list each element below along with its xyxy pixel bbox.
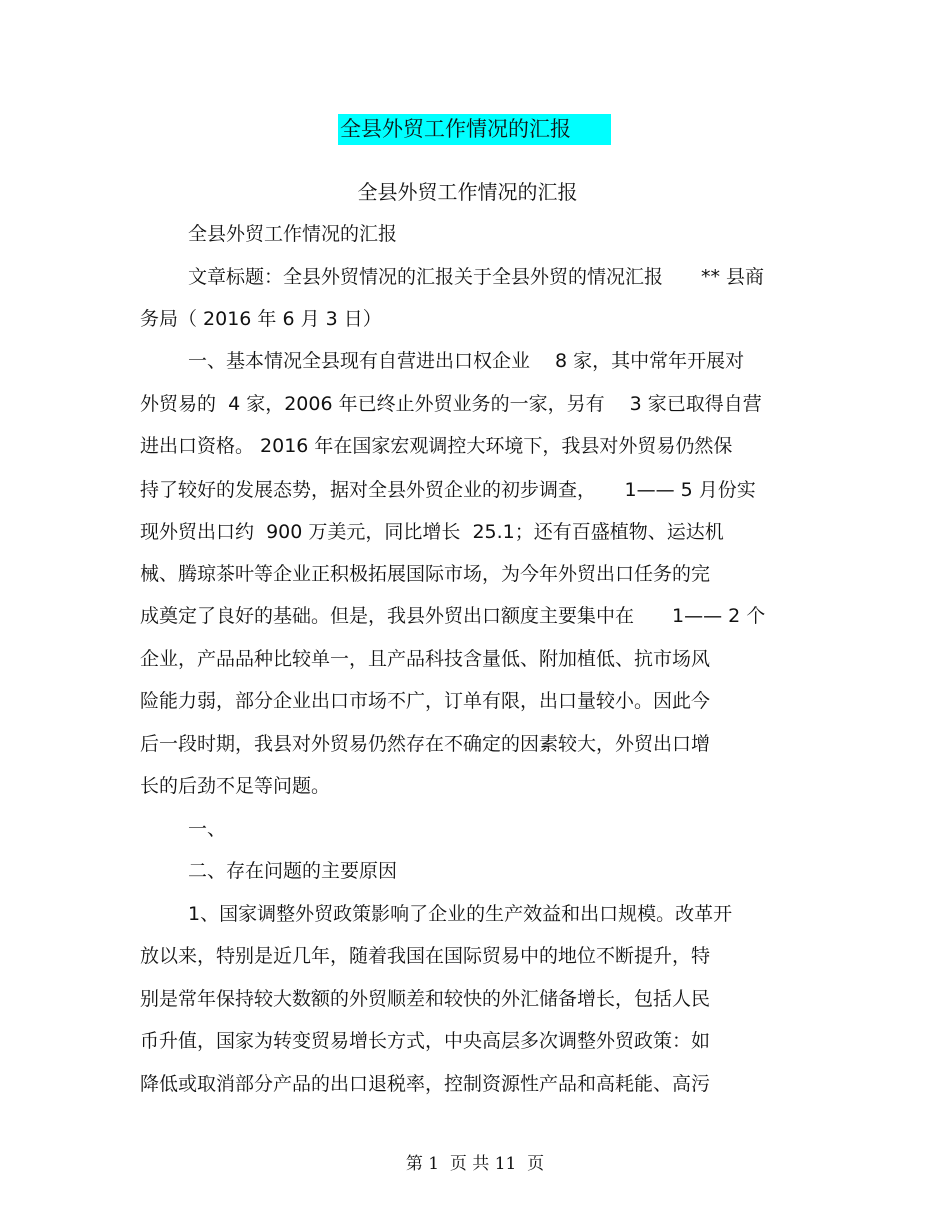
paragraph-line: 币升值，国家为转变贸易增长方式，中央高层多次调整外贸政策：如: [140, 1030, 711, 1052]
paragraph-line: 现外贸出口约 900 万美元，同比增长 25.1；还有百盛植物、运达机: [140, 521, 724, 543]
paragraph-line: 持了较好的发展态势，据对全县外贸企业的初步调查， 1—— 5 月份实: [140, 479, 756, 501]
paragraph-line: 文章标题：全县外贸情况的汇报关于全县外贸的情况汇报 ** 县商: [188, 266, 765, 288]
paragraph-line: 后一段时期，我县对外贸易仍然存在不确定的因素较大，外贸出口增: [140, 733, 711, 755]
page-number-footer: 第 1 页 共 11 页: [405, 1154, 545, 1174]
paragraph-line: 械、腾琼茶叶等企业正积极拓展国际市场，为今年外贸出口任务的完: [140, 563, 711, 585]
paragraph-line: 1、国家调整外贸政策影响了企业的生产效益和出口规模。改革开: [188, 903, 733, 925]
paragraph-line: 务局（ 2016 年 6 月 3 日）: [140, 308, 382, 330]
paragraph-line: 进出口资格。 2016 年在国家宏观调控大环境下，我县对外贸易仍然保: [140, 435, 733, 457]
paragraph-heading: 全县外贸工作情况的汇报: [188, 223, 398, 245]
paragraph-line: 别是常年保持较大数额的外贸顺差和较快的外汇储备增长，包括人民: [140, 988, 711, 1010]
paragraph-line: 企业，产品品种比较单一，且产品科技含量低、附加植低、抗市场风: [140, 648, 711, 670]
paragraph-line: 外贸易的 4 家，2006 年已终止外贸业务的一家，另有 3 家已取得自营: [140, 393, 762, 415]
paragraph-line: 险能力弱，部分企业出口市场不广，订单有限，出口量较小。因此今: [140, 690, 711, 712]
highlighted-title: [338, 114, 611, 145]
paragraph-line: 降低或取消部分产品的出口退税率，控制资源性产品和高耗能、高污: [140, 1073, 711, 1095]
section-marker: 一、: [188, 818, 227, 840]
section-heading: 二、存在问题的主要原因: [188, 860, 398, 882]
paragraph-line: 长的后劲不足等问题。: [140, 775, 331, 797]
paragraph-line: 一、基本情况全县现有自营进出口权企业 8 家，其中常年开展对: [188, 350, 745, 372]
paragraph-line: 放以来，特别是近几年，随着我国在国际贸易中的地位不断提升，特: [140, 945, 711, 967]
highlighted-title-text: 全县外贸工作情况的汇报: [340, 117, 571, 141]
document-subtitle: 全县外贸工作情况的汇报: [357, 180, 578, 204]
paragraph-line: 成奠定了良好的基础。但是，我县外贸出口额度主要集中在 1—— 2 个: [140, 605, 766, 627]
